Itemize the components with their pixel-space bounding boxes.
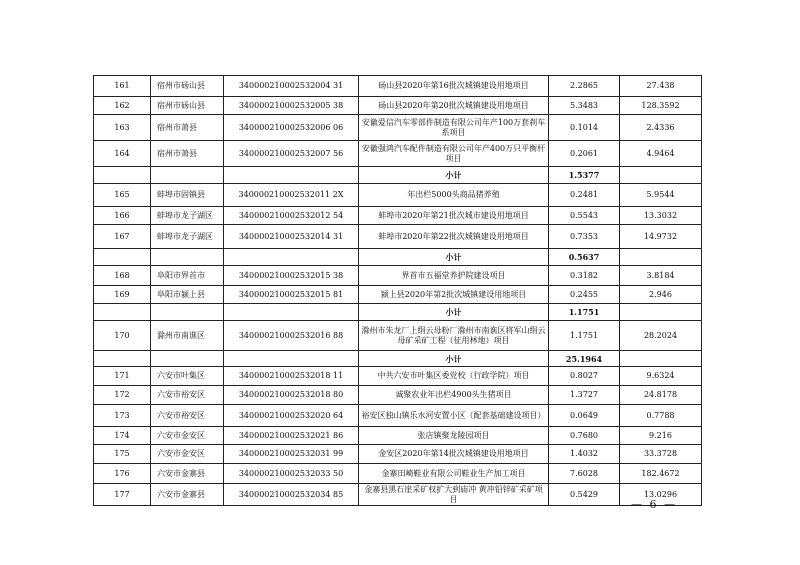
subtotal-row <box>94 249 702 266</box>
amount-cell: 0.7788 <box>620 405 702 427</box>
project-name-cell: 金安区2020年第14批次城镇建设用地项目 <box>359 445 549 464</box>
project-name-cell: 安徽爱信汽车零部件制造有限公司年产100万套刹车系项目 <box>359 115 549 141</box>
region-cell: 六安市金寨县 <box>151 464 224 484</box>
region-cell: 宿州市萧县 <box>151 141 224 167</box>
approval-code-cell: 340000210002532033 50 <box>224 464 359 484</box>
subtotal-label-cell: 小计 <box>359 167 549 184</box>
approval-code-cell: 340000210002532016 88 <box>224 321 359 351</box>
approval-code-cell: 340000210002532005 38 <box>224 97 359 115</box>
subtotal-row <box>94 167 702 184</box>
subtotal-row <box>94 351 702 367</box>
row-number-cell: 174 <box>94 427 151 445</box>
amount-cell: 4.9464 <box>620 141 702 167</box>
project-name-cell: 金寨田崎鞋业有限公司鞋业生产加工项目 <box>359 464 549 484</box>
project-name-cell: 诚聚农业年出栏4900头生猪项目 <box>359 386 549 405</box>
table-row <box>94 115 702 141</box>
empty-cell <box>151 249 224 266</box>
area-cell: 0.2481 <box>549 184 620 207</box>
area-cell: 0.1014 <box>549 115 620 141</box>
subtotal-label-cell: 小计 <box>359 304 549 321</box>
subtotal-area-cell: 1.1751 <box>549 304 620 321</box>
row-number-cell: 167 <box>94 225 151 249</box>
empty-cell <box>151 351 224 367</box>
row-number-cell: 163 <box>94 115 151 141</box>
area-cell: 0.5543 <box>549 207 620 225</box>
region-cell: 蚌埠市龙子湖区 <box>151 207 224 225</box>
region-cell: 六安市金安区 <box>151 427 224 445</box>
empty-cell <box>94 167 151 184</box>
subtotal-area-cell: 25.1964 <box>549 351 620 367</box>
area-cell: 1.1751 <box>549 321 620 351</box>
amount-cell: 27.438 <box>620 76 702 97</box>
amount-cell: 128.3592 <box>620 97 702 115</box>
area-cell: 5.3483 <box>549 97 620 115</box>
empty-cell <box>224 351 359 367</box>
amount-cell: 33.3728 <box>620 445 702 464</box>
empty-cell <box>224 167 359 184</box>
approval-code-cell: 340000210002532007 56 <box>224 141 359 167</box>
project-name-cell: 裕安区独山镇乐水河安置小区（配套基础建设项目） <box>359 405 549 427</box>
area-cell: 0.0649 <box>549 405 620 427</box>
project-name-cell: 中共六安市叶集区委党校（行政学院）项目 <box>359 367 549 386</box>
page-number: — 6 — <box>631 498 677 511</box>
area-cell: 0.2455 <box>549 286 620 304</box>
table-row <box>94 405 702 427</box>
amount-cell: 13.0296 <box>620 484 702 506</box>
subtotal-amount-cell <box>620 167 702 184</box>
table-row <box>94 367 702 386</box>
row-number-cell: 176 <box>94 464 151 484</box>
row-number-cell: 161 <box>94 76 151 97</box>
empty-cell <box>94 304 151 321</box>
approval-code-cell: 340000210002532015 38 <box>224 266 359 286</box>
table-row <box>94 76 702 97</box>
area-cell: 7.6028 <box>549 464 620 484</box>
table-row <box>94 427 702 445</box>
table-row <box>94 97 702 115</box>
row-number-cell: 164 <box>94 141 151 167</box>
subtotal-area-cell: 1.5377 <box>549 167 620 184</box>
approval-code-cell: 340000210002532018 11 <box>224 367 359 386</box>
region-cell: 宿州市砀山县 <box>151 76 224 97</box>
approval-code-cell: 340000210002532014 31 <box>224 225 359 249</box>
area-cell: 0.2061 <box>549 141 620 167</box>
area-cell: 1.4032 <box>549 445 620 464</box>
table-row <box>94 184 702 207</box>
region-cell: 宿州市萧县 <box>151 115 224 141</box>
region-cell: 蚌埠市固镇县 <box>151 184 224 207</box>
region-cell: 阜阳市界首市 <box>151 266 224 286</box>
amount-cell: 3.8184 <box>620 266 702 286</box>
project-name-cell: 金寨县黑石崖采矿权扩大到庙冲 黄冲铅锌矿采矿项目 <box>359 484 549 506</box>
empty-cell <box>224 304 359 321</box>
subtotal-amount-cell <box>620 249 702 266</box>
table-row <box>94 266 702 286</box>
empty-cell <box>224 249 359 266</box>
project-name-cell: 砀山县2020年第16批次城镇建设用地项目 <box>359 76 549 97</box>
project-name-cell: 颍上县2020年第2批次城镇建设用地项目 <box>359 286 549 304</box>
region-cell: 六安市叶集区 <box>151 367 224 386</box>
amount-cell: 182.4672 <box>620 464 702 484</box>
subtotal-label-cell: 小计 <box>359 249 549 266</box>
approval-code-cell: 340000210002532031 99 <box>224 445 359 464</box>
row-number-cell: 177 <box>94 484 151 506</box>
approval-code-cell: 340000210002532011 2X <box>224 184 359 207</box>
area-cell: 0.5429 <box>549 484 620 506</box>
approval-code-cell: 340000210002532015 81 <box>224 286 359 304</box>
region-cell: 六安市金安区 <box>151 445 224 464</box>
empty-cell <box>94 249 151 266</box>
project-name-cell: 年出栏5000头商品猪养殖 <box>359 184 549 207</box>
region-cell: 六安市裕安区 <box>151 405 224 427</box>
approval-code-cell: 340000210002532034 85 <box>224 484 359 506</box>
approval-code-cell: 340000210002532021 86 <box>224 427 359 445</box>
table-body <box>94 76 702 506</box>
approval-code-cell: 340000210002532006 06 <box>224 115 359 141</box>
region-cell: 阜阳市颍上县 <box>151 286 224 304</box>
area-cell: 0.3182 <box>549 266 620 286</box>
row-number-cell: 173 <box>94 405 151 427</box>
row-number-cell: 170 <box>94 321 151 351</box>
region-cell: 蚌埠市龙子湖区 <box>151 225 224 249</box>
area-cell: 0.7680 <box>549 427 620 445</box>
subtotal-row <box>94 304 702 321</box>
table-row <box>94 286 702 304</box>
project-name-cell: 安徽强鸿汽车配件制造有限公司年产400万只平衡杆项目 <box>359 141 549 167</box>
row-number-cell: 165 <box>94 184 151 207</box>
approval-code-cell: 340000210002532018 80 <box>224 386 359 405</box>
project-name-cell: 蚌埠市2020年第22批次城镇建设用地项目 <box>359 225 549 249</box>
amount-cell: 24.8178 <box>620 386 702 405</box>
table-row <box>94 386 702 405</box>
row-number-cell: 171 <box>94 367 151 386</box>
table-row <box>94 321 702 351</box>
approval-code-cell: 340000210002532004 31 <box>224 76 359 97</box>
region-cell: 六安市金寨县 <box>151 484 224 506</box>
project-name-cell: 界首市五福堂养护院建设项目 <box>359 266 549 286</box>
region-cell: 宿州市砀山县 <box>151 97 224 115</box>
table-row <box>94 225 702 249</box>
amount-cell: 9.6324 <box>620 367 702 386</box>
area-cell: 1.3727 <box>549 386 620 405</box>
row-number-cell: 169 <box>94 286 151 304</box>
row-number-cell: 162 <box>94 97 151 115</box>
region-cell: 滁州市南谯区 <box>151 321 224 351</box>
table-row <box>94 484 702 506</box>
amount-cell: 28.2024 <box>620 321 702 351</box>
row-number-cell: 175 <box>94 445 151 464</box>
land-use-table <box>93 75 702 506</box>
amount-cell: 13.3032 <box>620 207 702 225</box>
empty-cell <box>151 304 224 321</box>
subtotal-area-cell: 0.5637 <box>549 249 620 266</box>
amount-cell: 2.946 <box>620 286 702 304</box>
amount-cell: 14.9732 <box>620 225 702 249</box>
area-cell: 0.8027 <box>549 367 620 386</box>
empty-cell <box>94 351 151 367</box>
row-number-cell: 166 <box>94 207 151 225</box>
project-name-cell: 砀山县2020年第20批次城镇建设用地项目 <box>359 97 549 115</box>
area-cell: 0.7353 <box>549 225 620 249</box>
table-row <box>94 207 702 225</box>
approval-code-cell: 340000210002532020 64 <box>224 405 359 427</box>
table-row <box>94 445 702 464</box>
amount-cell: 2.4336 <box>620 115 702 141</box>
area-cell: 2.2865 <box>549 76 620 97</box>
table-row <box>94 464 702 484</box>
amount-cell: 5.9544 <box>620 184 702 207</box>
row-number-cell: 168 <box>94 266 151 286</box>
region-cell: 六安市裕安区 <box>151 386 224 405</box>
subtotal-label-cell: 小计 <box>359 351 549 367</box>
table-row <box>94 141 702 167</box>
amount-cell: 9.216 <box>620 427 702 445</box>
project-name-cell: 张店镇聚龙陵园项目 <box>359 427 549 445</box>
project-name-cell: 蚌埠市2020年第21批次城市建设用地项目 <box>359 207 549 225</box>
subtotal-amount-cell <box>620 351 702 367</box>
row-number-cell: 172 <box>94 386 151 405</box>
subtotal-amount-cell <box>620 304 702 321</box>
project-name-cell: 滁州市朱龙厂上绢云母粉厂滁州市南谯区将军山绢云母矿采矿工程（征用林地）项目 <box>359 321 549 351</box>
empty-cell <box>151 167 224 184</box>
approval-code-cell: 340000210002532012 54 <box>224 207 359 225</box>
